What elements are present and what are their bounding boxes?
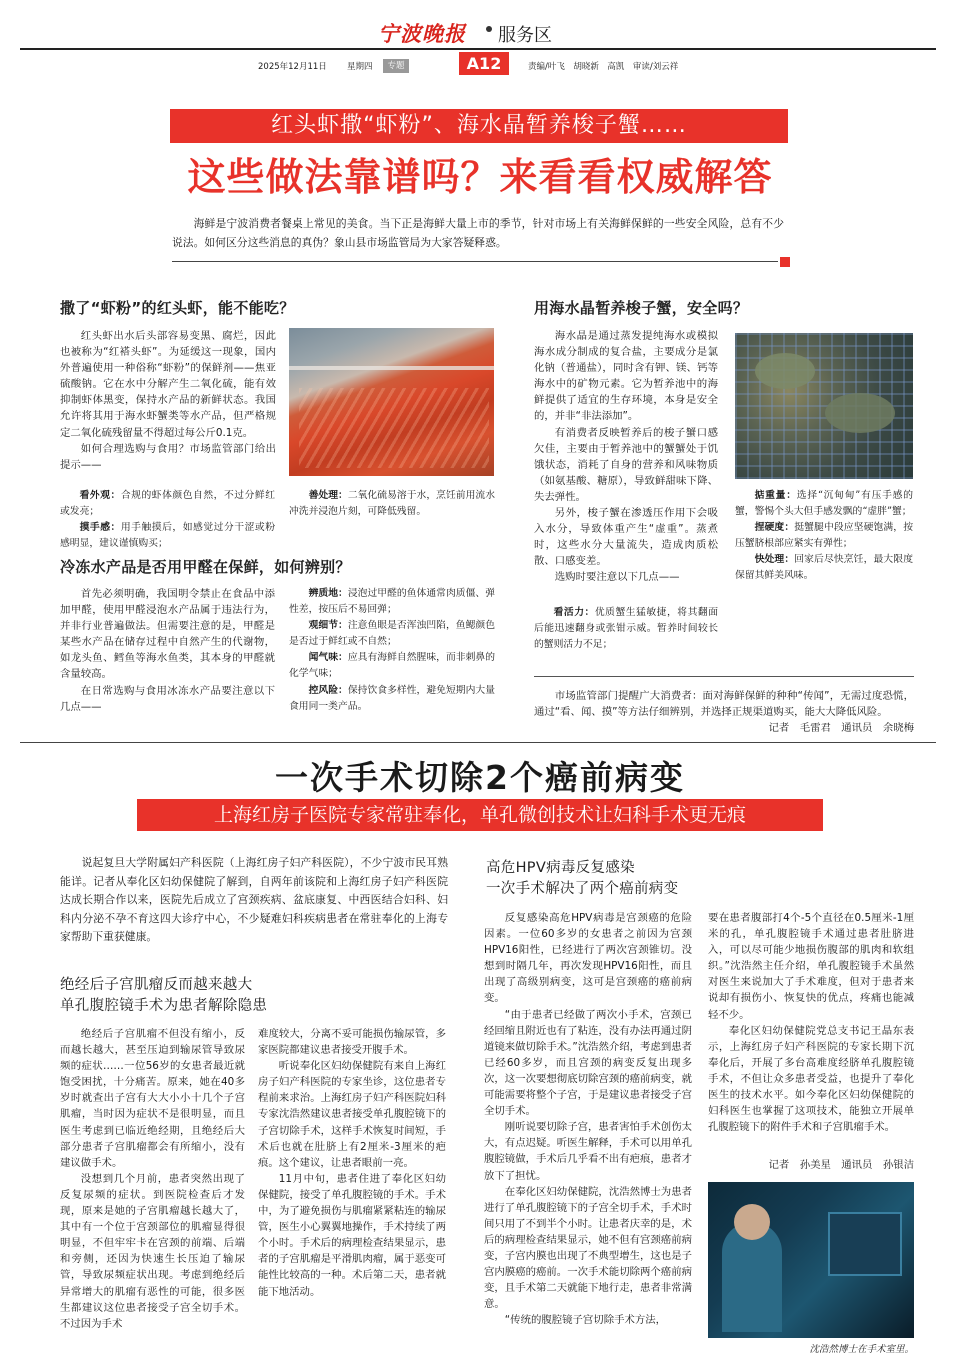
crab-tip-cook: 快处理：回家后尽快烹饪，最大限度保留其鲜美风味。 [735, 554, 914, 582]
section3-body [534, 328, 718, 586]
col1-para2: 没想到几个月前，患者突然出现了反复尿频的症状。到医院检查后才发现，原来是她的子宫肌瘤越长越大了，其中有一个位于宫颈部位的肌瘤显得很明显，不但牢牢卡在宫颈的前端、后端和旁侧，还因为快速生长压迫了输尿管，导致尿频症状出现。考虑到绝经后异常增大的肌瘤有恶性的可能，很多医生都建议这位患者接受子宫全切手术。不过因为手术 [60, 1172, 245, 1330]
section3-para4: 选购时要注意以下几点—— [554, 571, 680, 584]
col3-para5: “传统的腹腔镜子宫切除手术方法， [504, 1314, 667, 1327]
section3-tips [534, 605, 718, 653]
section3-tips-2 [735, 488, 913, 585]
col2-para1: 难度较大，分离不妥可能损伤输尿管，多家医院都建议患者接受开腹手术。 [258, 1028, 446, 1057]
article1-title: 这些做法靠谱吗？来看看权威解答 [187, 155, 773, 199]
section2-para1: 首先必须明确，我国明令禁止在食品中添加甲醛，使用甲醛浸泡水产品属于违法行为，并非行业普遍做法。但需要注意的是，甲醛是某些水产品在储存过程中自然产生的代谢物，如龙头鱼、鳕鱼等海水鱼类，其本身的甲醛就含量较高。 [60, 588, 275, 681]
crab-tip-vitality: 看活力：优质蟹生猛敏捷，将其翻面后能迅速翻身或张钳示威。暂养时间较长的蟹则活力不足； [534, 607, 719, 651]
col1-para1: 绝经后子宫肌瘤不但没有缩小，反而越长越大，甚至压迫到输尿管导致尿频的症状……一位56岁的女患者最近就饱受困扰，十分痛苦。原来，她在40多岁时就查出子宫有大大小小十几个子宫肌瘤，当时因为症状不是很明显，而且医生考虑到已临近绝经期，且绝经后大部分患者子宫肌瘤都会有所缩小，没有建议做手术。 [60, 1028, 245, 1169]
article2-col4 [708, 910, 914, 1135]
article1-subtitle-bar: 红头虾撒“虾粉”、海水晶暂养梭子蟹…… [170, 109, 788, 143]
article1-lead: 海鲜是宁波消费者餐桌上常见的美食。当下正是海鲜大量上市的季节，针对市场上有关海鲜保鲜的一些安全风险，总有不少说法。如何区分这些消息的真伪？象山县市场监管局为大家答疑释惑。 [172, 217, 784, 249]
section3-para3: 另外，梭子蟹在渗透压作用下会吸入水分，导致体重产生“虚重”。蒸煮时，这些水分大量流失，造成肉质松散、口感变差。 [534, 507, 718, 568]
col3-para2: “由于患者已经做了两次小手术，宫颈已经回缩且附近也有了粘连，没有办法再通过阴道镜来做切除手术。”沈浩然介绍，考虑到患者已经60多岁，而且宫颈的病变反复出现多次，这一次要想彻底切除宫颈的癌前病变，就可能需要将整个子宫，于是建议患者接受子宫全切手术。 [484, 1008, 692, 1118]
article1-closing: 市场监管部门提醒广大消费者：面对海鲜保鲜的种种“传闻”，无需过度恐慌，通过“看、闻、摸”等方法仔细辨别，并选择正规渠道购买，能大大降低风险。 [534, 690, 914, 719]
heading2-line1: 高危HPV病毒反复感染 [486, 860, 635, 876]
heading2-line2: 一次手术解决了两个癌前病变 [486, 881, 679, 897]
issue-weekday: 星期四 [347, 62, 373, 72]
section3-heading: 用海水晶暂养梭子蟹，安全吗？ [534, 299, 749, 317]
section1-heading: 撒了“虾粉”的红头虾，能不能吃？ [60, 299, 295, 317]
section2-heading: 冷冻水产品是否用甲醛在保鲜，如何辨别？ [60, 558, 351, 576]
masthead-section: 服务区 [498, 25, 552, 46]
lead-rule [172, 261, 778, 262]
heading1-line2: 单孔腹腔镜手术为患者解除隐患 [60, 998, 268, 1014]
tip-smell: 闻气味：应具有海鲜自然腥味，而非刺鼻的化学气味； [289, 652, 496, 680]
heading1-line1: 绝经后子宫肌瘤反而越来越大 [60, 977, 253, 993]
section2-body [60, 586, 275, 715]
section2-para2: 在日常选购与食用冰冻水产品要注意以下几点—— [60, 684, 275, 713]
section1-tips [60, 488, 275, 552]
section1-tips-2 [289, 488, 495, 520]
col3-para4: 在奉化区妇幼保健院，沈浩然博士为患者进行了单孔腹腔镜下的子宫全切手术，手术时间只用了不到半个小时。让患者庆幸的是，术后的病理检查结果显示，她不但有宫颈癌前病变，子宫内膜也出现了不典型增生，这也是子宫内膜癌的癌前。一次手术能切除两个癌前病变，且手术第二天就能下地行走，患者非常满意。 [484, 1185, 692, 1311]
tip-touch: 摸手感：用手触摸后，如感觉过分干涩或粉感明显，建议谨慎购买； [60, 522, 276, 550]
section3-para2: 有消费者反映暂养后的梭子蟹口感欠佳，主要由于暂养池中的蟹蟹处于饥饿状态，消耗了自身的营养和风味物质（如氨基酸、糖原），导致鲜甜味下降、失去弹性。 [534, 426, 718, 503]
section-tag: 专题 [383, 59, 409, 73]
article2-heading1 [60, 975, 267, 1017]
lead-rule-square [780, 257, 790, 267]
crab-tip-hardness: 捏硬度：挺蟹腿中段应坚硬饱满，按压蟹脐根部应紧实有弹性； [735, 522, 914, 550]
section3-para1: 海水晶是通过蒸发提纯海水或模拟海水成分制成的复合盐，主要成分是氯化钠（普通盐），同时含有钾、镁、钙等海水中的矿物元素。它为暂养池中的海鲜提供了适宜的生存环境，本身是安全的，并非“非法添加”。 [534, 330, 718, 423]
tip-risk: 控风险：保持饮食多样性，避免短期内大量食用同一类产品。 [289, 684, 496, 712]
masthead-rule [20, 48, 936, 50]
section2-tips [289, 586, 495, 715]
article2-title: 一次手术切除2个癌前病变 [275, 758, 685, 797]
tip-detail: 观细节：注意鱼眼是否浑浊凹陷，鱼鳃颜色是否过于鲜红或不自然； [289, 620, 496, 648]
col3-para3: 刚听说要切除子宫，患者害怕手术创伤太大，有点迟疑。听医生解释，手术可以用单孔腹腔镜做，手术后几乎看不出有疤痕，患者才放下了担忧。 [484, 1121, 692, 1182]
article2-subtitle-bar: 上海红房子医院专家常驻奉化，单孔微创技术让妇科手术更无痕 [137, 799, 823, 831]
col3-para1: 反复感染高危HPV病毒是宫颈癌的危险因素。一位60多岁的女患者之前因为宫颈HPV16阳性，已经进行了两次宫颈锥切。没想到时隔几年，再次发现HPV16阳性，而且出现了高级别病变，这可是宫颈癌的癌前病变。 [484, 912, 692, 1005]
col2-para3: 11月中旬，患者住进了奉化区妇幼保健院，接受了单孔腹腔镜的手术。手术中，为了避免损伤与肌瘤紧紧粘连的输尿管，医生小心翼翼地操作，手术持续了两个小时。手术后的病理检查结果显示，患者的子宫肌瘤是平滑肌肉瘤，属于恶变可能性比较高的一种。术后第二天，患者就能下地活动。 [258, 1172, 446, 1298]
col2-para2: 听说奉化区妇幼保健院有来自上海红房子妇产科医院的专家坐诊，这位患者专程前来求治。上海红房子妇产科医院妇科专家沈浩然建议患者接受单孔腹腔镜下的子宫切除手术，这样手术恢复时间短，手术后也就在肚脐上有2厘米-3厘米的疤痕。这个建议，让患者眼前一亮。 [258, 1060, 446, 1169]
article1-byline: 记者 毛雷君 通讯员 余晓梅 [768, 722, 914, 734]
article2-heading2 [486, 858, 678, 900]
article2-byline: 记者 孙美星 通讯员 孙银洁 [768, 1159, 914, 1171]
section1-para2: 如何合理选购与食用？市场监管部门给出提示—— [60, 442, 276, 471]
crab-tip-weight: 掂重量：选择“沉甸甸”有压手感的蟹，警惕个头大但手感发飘的“虚胖”蟹； [735, 490, 913, 518]
photo-caption: 沈浩然博士在手术室里。 [809, 1344, 914, 1355]
section1-body [60, 328, 276, 473]
issue-date: 2025年12月11日 [258, 62, 327, 72]
col4-para1: 要在患者腹部打4个-5个直径在0.5厘米-1厘米的孔，单孔腹腔镜手术通过患者肚脐进入，可以尽可能少地损伤腹部的肌肉和软组织。”沈浩然主任介绍，单孔腹腔镜手术虽然对医生来说加大了手术难度，但对于患者来说却有损伤小、恢复快的优点，疼痛也能减轻不少。 [708, 912, 914, 1021]
editor-credits: 责编/叶飞 胡晓新 高凯 审读/刘云祥 [528, 62, 679, 72]
article-divider [20, 742, 936, 743]
page-number: A12 [459, 52, 509, 75]
closing-rule [534, 676, 914, 677]
article2-col2 [258, 1026, 446, 1300]
surgery-photo [708, 1182, 914, 1338]
crab-photo [735, 333, 913, 479]
masthead-dot [486, 26, 492, 32]
col4-para2: 奉化区妇幼保健院党总支书记王晶东表示，上海红房子妇产科医院的专家长期下沉奉化后，开展了多台高难度经脐单孔腹腔镜手术，不但让众多患者受益，也提升了奉化医生的技术水平。如今奉化区妇幼保健院的妇科医生也掌握了这项技术，能独立开展单孔腹腔镜下的附件手术和子宫肌瘤手术。 [708, 1024, 914, 1134]
tip-texture: 辨质地：浸泡过甲醛的鱼体通常肉质僵、弹性差，按压后不易回弹； [289, 588, 496, 616]
masthead-logo: 宁波晚报 [378, 21, 466, 46]
section1-para1: 红头虾出水后头部容易变黑、腐烂，因此也被称为“红褡头虾”。为延缓这一现象，国内外普遍使用一种俗称“虾粉”的保鲜剂——焦亚硫酸钠。它在水中分解产生二氧化硫，能有效抑制虾体黑变，保持水产品的新鲜状态。我国允许将其用于海水虾蟹类等水产品，但严格规定二氧化硫残留量不得超过每公斤0.1克。 [60, 330, 276, 439]
article2-col3 [484, 910, 692, 1328]
shrimp-photo [289, 328, 494, 476]
article2-lead: 说起复旦大学附属妇产科医院（上海红房子妇产科医院），不少宁波市民耳熟能详。记者从奉化区妇幼保健院了解到，自两年前该院和上海红房子妇产科医院达成长期合作以来，医院先后成立了宫颈疾病、盆底康复、中西医结合妇科、妇科内分泌不孕不育这四大诊疗中心，不少疑难妇科疾病患者在常驻奉化的上海专家帮助下重获健康。 [60, 856, 448, 943]
article2-col1 [60, 1026, 245, 1332]
tip-look: 看外观：合规的虾体颜色自然，不过分鲜红或发亮； [60, 490, 276, 518]
tip-eat: 善处理：二氧化硫易溶于水，烹饪前用流水冲洗并浸泡片刻，可降低残留。 [289, 490, 496, 518]
